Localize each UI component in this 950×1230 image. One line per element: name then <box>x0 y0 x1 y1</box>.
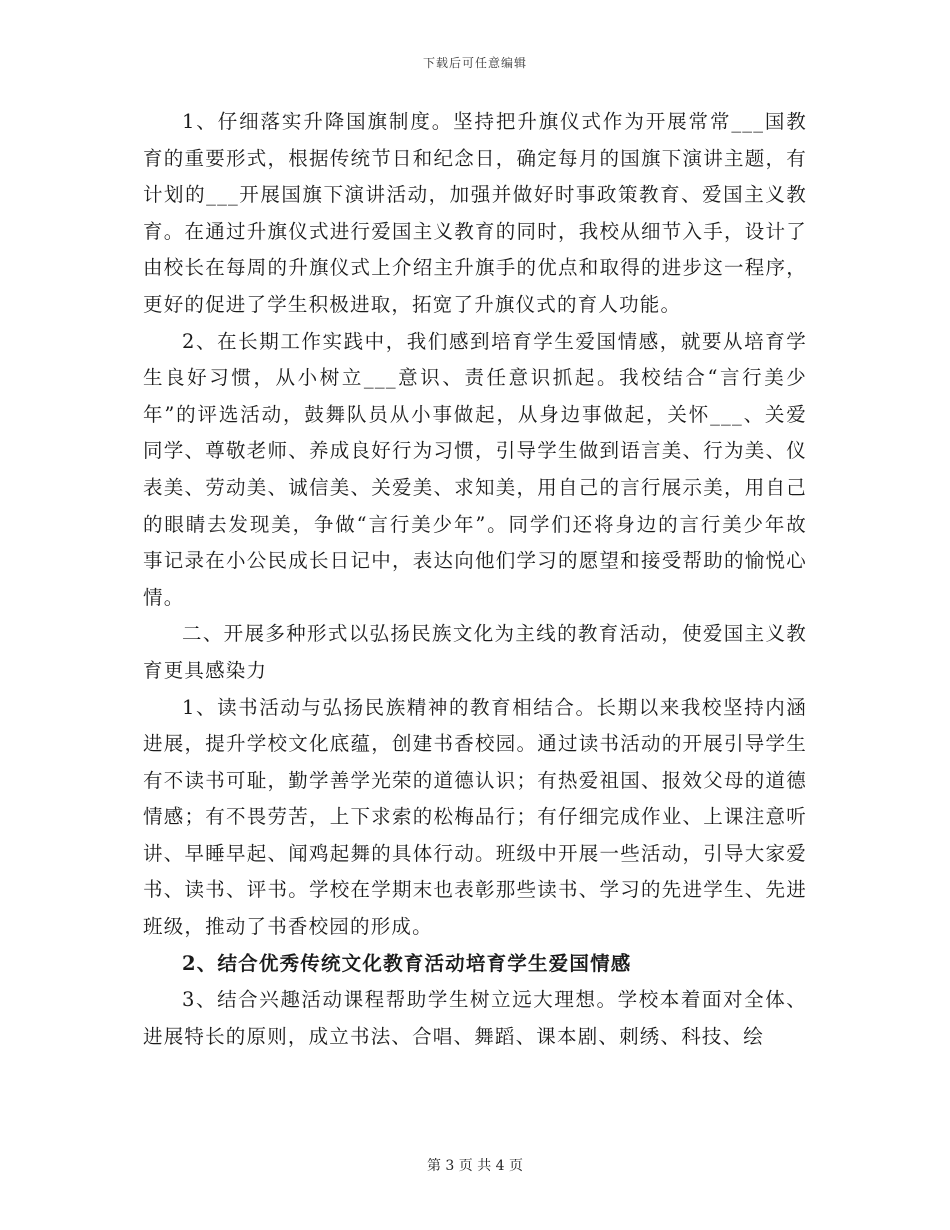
paragraph-reading-activity: 1、读书活动与弘扬民族精神的教育相结合。长期以来我校坚持内涵进展，提升学校文化底蕴，创建书香校园。通过读书活动的开展引导学生有不读书可耻，勤学善学光荣的道德认识；有热爱祖国、报效父母的道德情感；有不畏劳苦，上下求索的松梅品行；有仔细完成作业、上课注意听讲、早睡早起、闻鸡起舞的具体行动。班级中开展一些活动，引导大家爱书、读书、评书。学校在学期末也表彰那些读书、学习的先进学生、先进班级，推动了书香校园的形成。 <box>143 695 807 939</box>
paragraph-good-habits: 2、在长期工作实践中，我们感到培育学生爱国情感，就要从培育学生良好习惯，从小树立___意识、责任意识抓起。我校结合“言行美少年”的评选活动，鼓舞队员从小事做起，从身边事做起，关怀___、关爱同学、尊敬老师、养成良好行为习惯，引导学生做到语言美、行为美、仪表美、劳动美、诚信美、关爱美、求知美，用自己的言行展示美，用自己的眼睛去发现美，争做“言行美少年”。同学们还将身边的言行美少年故事记录在小公民成长日记中，表达向他们学习的愿望和接受帮助的愉悦心情。 <box>143 329 807 609</box>
paragraph-section-two-heading: 二、开展多种形式以弘扬民族文化为主线的教育活动，使爱国主义教育更具感染力 <box>143 622 807 682</box>
page-header: 下载后可任意编辑 <box>422 56 527 70</box>
paragraph-traditional-culture-heading: 2、结合优秀传统文化教育活动培育学生爱国情感 <box>182 951 632 975</box>
page-footer: 第 3 页 共 4 页 <box>426 1158 524 1174</box>
document-body <box>143 104 807 1055</box>
paragraph-interest-activities: 3、结合兴趣活动课程帮助学生树立远大理想。学校本着面对全体、进展特长的原则，成立书法、合唱、舞蹈、课本剧、刺绣、科技、绘 <box>143 988 807 1048</box>
paragraph-flag-ceremony: 1、仔细落实升降国旗制度。坚持把升旗仪式作为开展常常___国教育的重要形式，根据传统节日和纪念日，确定每月的国旗下演讲主题，有计划的___开展国旗下演讲活动，加强并做好时事政策教育、爱国主义教育。在通过升旗仪式进行爱国主义教育的同时，我校从细节入手，设计了由校长在每周的升旗仪式上介绍主升旗手的优点和取得的进步这一程序，更好的促进了学生积极进取，拓宽了升旗仪式的育人功能。 <box>143 110 807 316</box>
